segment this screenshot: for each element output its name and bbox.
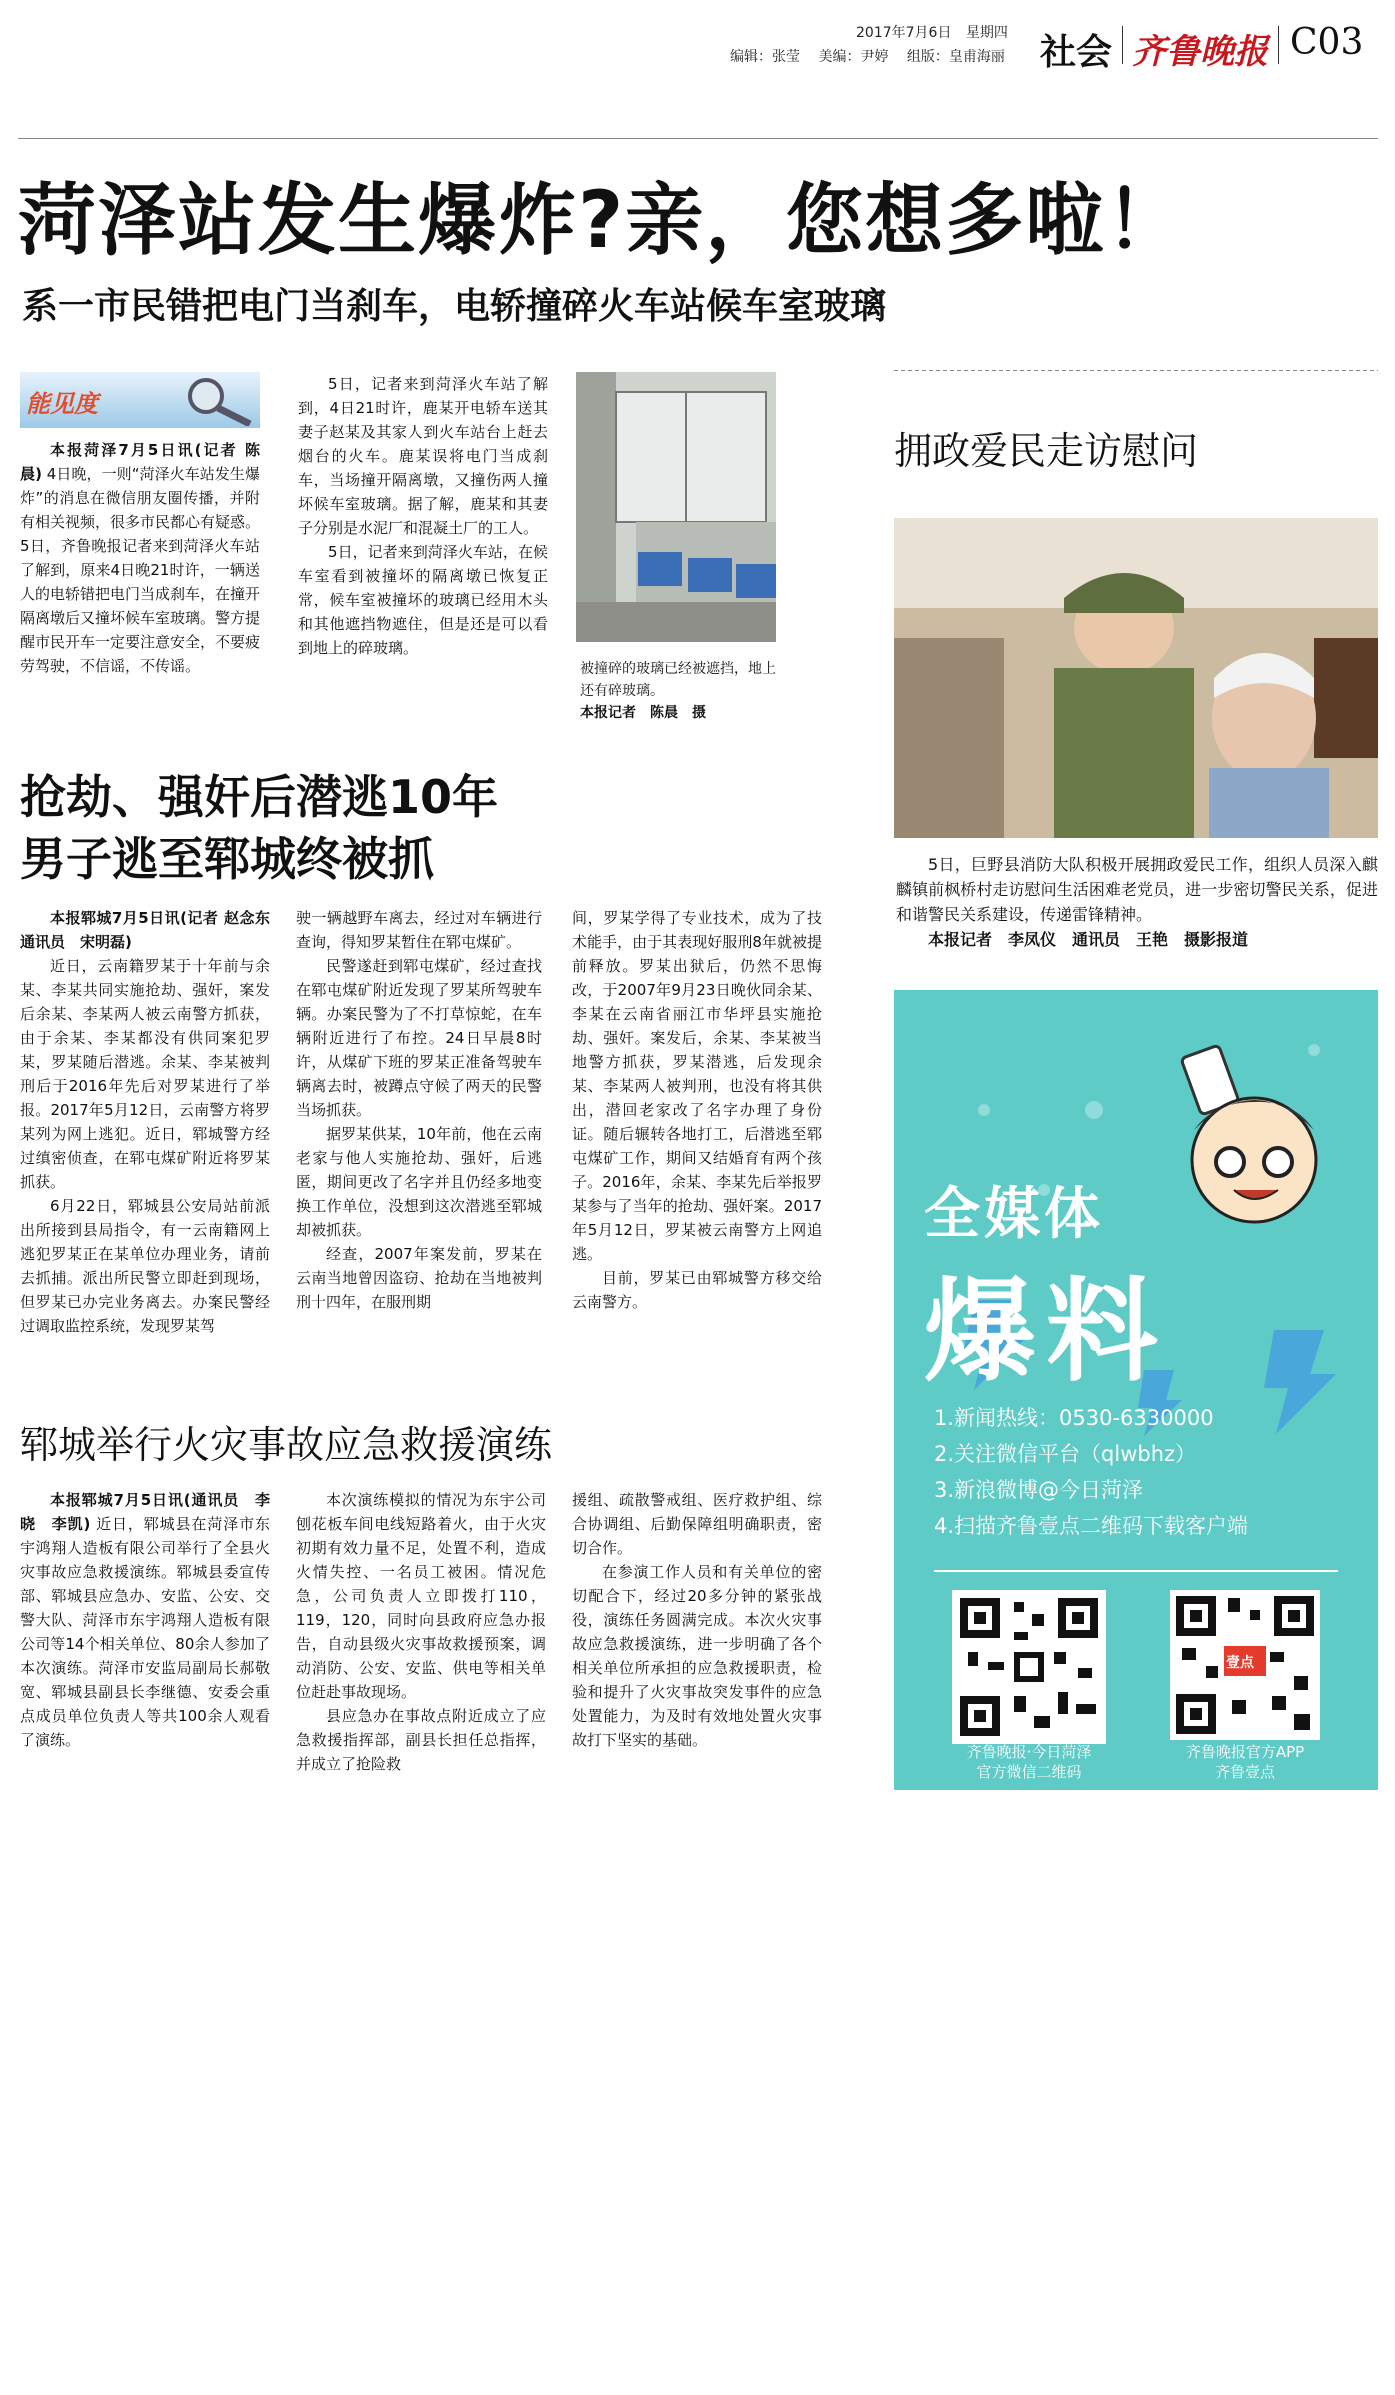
soldier-and-elder-illustration bbox=[894, 518, 1378, 838]
right-caption: 5日，巨野县消防大队积极开展拥政爱民工作，组织人员深入麒麟镇前枫桥村走访慰问生活困难老党员，进一步密切警民关系，促进和谐警民关系建设，传递雷锋精神。 bbox=[896, 855, 1378, 924]
byline: 本报郓城7月5日讯(通讯员 李晓 李凯) bbox=[20, 1491, 270, 1533]
byline: 本报菏泽7月5日讯(记者 陈晨) bbox=[20, 441, 260, 483]
tip-ad bbox=[894, 990, 1378, 1790]
qr1-caption bbox=[934, 1742, 1124, 1782]
paragraph: 县应急办在事故点附近成立了应急救援指挥部，副县长担任总指挥，并成立了抢险救 bbox=[296, 1707, 546, 1773]
story2-col-2 bbox=[296, 906, 542, 1314]
paragraph: 经查，2007年案发前，罗某在云南当地曾因盗窃、抢劫在当地被判刑十四年，在服刑期 bbox=[296, 1245, 542, 1311]
ad-line: 2.关注微信平台（qlwbhz） bbox=[934, 1442, 1197, 1466]
magnifier-icon bbox=[170, 374, 256, 426]
story2-col-1 bbox=[20, 906, 286, 1338]
right-rule bbox=[894, 370, 1378, 371]
paragraph: 5日，记者来到菏泽火车站了解到，4日21时许，鹿某开电轿车送其妻子赵某及其家人到火车站台上赶去烟台的火车。鹿某误将电门当成刹车，当场撞开隔离墩，又撞伤两人撞坏候车室玻璃。据了解，鹿某和其妻子分别是水泥厂和混凝土厂的工人。 bbox=[298, 375, 548, 537]
paragraph: 近日，云南籍罗某于十年前与余某、李某共同实施抢劫、强奸，案发后余某、李某两人被云南警方抓获，由于余某、李某都没有供同案犯罗某，罗某随后潜逃。余某、李某被判刑后于2016年先后对罗某进行了举报。2017年5月12日，云南警方将罗某列为网上逃犯。近日，郓城警方经过缜密侦查，在郓屯煤矿附近将罗某抓获。 bbox=[20, 957, 270, 1191]
waiting-room-illustration bbox=[576, 372, 776, 642]
header-rule bbox=[18, 138, 1378, 139]
main-col-2 bbox=[298, 372, 548, 660]
paragraph: 在参演工作人员和有关单位的密切配合下，经过20多分钟的紧张战役，演练任务圆满完成。本次火灾事故应急救援演练，进一步明确了各个相关单位所承担的应急救援职责，检验和提升了火灾事故突发事件的应急处置能力，为及时有效地处置火灾事故打下坚实的基础。 bbox=[572, 1563, 822, 1749]
station-photo bbox=[576, 372, 776, 642]
story2-col-3 bbox=[572, 906, 822, 1314]
paragraph: 6月22日，郓城县公安局站前派出所接到县局指令，有一云南籍网上逃犯罗某正在某单位办理业务，请前去抓捕。派出所民警立即赶到现场，但罗某已办完业务离去。办案民警经过调取监控系统，发现罗某驾 bbox=[20, 1197, 270, 1335]
story2-headline-line2: 男子逃至郓城终被抓 bbox=[20, 832, 434, 886]
art-editor: 美编：尹婷 bbox=[818, 49, 889, 65]
ad-title-1: 全媒体 bbox=[924, 1182, 1104, 1247]
photo-caption-block bbox=[580, 658, 780, 724]
ad-line: 4.扫描齐鲁壹点二维码下载客户端 bbox=[934, 1514, 1249, 1538]
story3-col-2 bbox=[296, 1488, 546, 1776]
editor: 编辑：张莹 bbox=[730, 49, 800, 65]
story3-headline: 郓城举行火灾事故应急救援演练 bbox=[20, 1423, 553, 1467]
byline: 本报郓城7月5日讯(记者 赵念东 通讯员 宋明磊) bbox=[20, 909, 286, 951]
main-col-1 bbox=[20, 438, 260, 678]
paragraph: 民警遂赶到郓屯煤矿，经过查找在郓屯煤矿附近发现了罗某所驾驶车辆。办案民警为了不打草惊蛇，在车辆附近进行了布控。24日早晨8时许，从煤矿下班的罗某正准备驾驶车辆离去时，被蹲点守候了两天的民警当场抓获。 bbox=[296, 957, 542, 1119]
qr-icon bbox=[954, 1592, 1104, 1742]
qr2-caption-line2: 齐鲁壹点 bbox=[1214, 1763, 1275, 1781]
paragraph: 驶一辆越野车离去，经过对车辆进行查询，得知罗某暂住在郓屯煤矿。 bbox=[296, 909, 542, 951]
paragraph: 据罗某供某，10年前，他在云南老家与他人实施抢劫、强奸，后逃匿，期间更改了名字并且仍经多地变换工作单位，没想到这次潜逃至郓城却被抓获。 bbox=[296, 1125, 542, 1239]
right-caption-block bbox=[896, 852, 1378, 952]
qr2-logo: 壹点 bbox=[1226, 1655, 1254, 1671]
photo-credit: 本报记者 陈晨 摄 bbox=[580, 705, 706, 721]
ad-line: 3.新浪微博@今日菏泽 bbox=[934, 1478, 1144, 1502]
date: 2017年7月6日 bbox=[856, 25, 952, 41]
story3-col-3 bbox=[572, 1488, 822, 1752]
paragraph: 5日，记者来到菏泽火车站，在候车室看到被撞坏的隔离墩已恢复正常，候车室被撞坏的玻璃已经用木头和其他遮挡物遮住，但是还是可以看到地上的碎玻璃。 bbox=[298, 543, 548, 657]
paragraph: 间，罗某学得了专业技术，成为了技术能手，由于其表现好服刑8年就被提前释放。罗某出狱后，仍然不思悔改，于2007年9月23日晚伙同余某、李某在云南省丽江市华坪县实施抢劫、强奸。案发后，余某、李某被当地警方抓获，罗某潜逃，后发现余某、李某两人被判刑，也没有将其供出，潜回老家改了名字办理了身份证。随后辗转各地打工，后潜逃至郓屯煤矿工作，期间又结婚育有两个孩子。2016年，余某、李某先后举报罗某参与了当年的抢劫、强奸案。2017年5月12日，罗某被云南警方上网追逃。 bbox=[572, 909, 822, 1263]
ad-lines bbox=[934, 1400, 1248, 1544]
header-date bbox=[856, 22, 1008, 42]
ad-divider bbox=[934, 1570, 1338, 1572]
header-staff bbox=[730, 46, 1005, 66]
visit-photo bbox=[894, 518, 1378, 838]
right-headline: 拥政爱民走访慰问 bbox=[894, 429, 1199, 473]
right-credit: 本报记者 李凤仪 通讯员 王艳 摄影报道 bbox=[928, 930, 1249, 949]
paragraph: 本次演练模拟的情况为东宇公司刨花板车间电线短路着火，由于火灾初期有效力量不足，处置不利，造成火情失控、一名员工被困。情况危急，公司负责人立即拨打110，119，120，同时向县政府应急办报告，自动县级火灾事故救援预案，调动消防、公安、安监、供电等相关单位赶赴事故现场。 bbox=[296, 1491, 546, 1701]
section-name: 社会 bbox=[1040, 32, 1113, 73]
page-number: C03 bbox=[1290, 22, 1364, 63]
paper-logo: 齐鲁晚报 bbox=[1132, 32, 1268, 72]
ad-line: 1.新闻热线：0530-6330000 bbox=[934, 1406, 1214, 1430]
weekday: 星期四 bbox=[965, 25, 1008, 41]
qr1-caption-line1: 齐鲁晚报·今日菏泽 bbox=[966, 1743, 1092, 1761]
photo-caption: 被撞碎的玻璃已经被遮挡，地上还有碎玻璃。 bbox=[580, 661, 776, 699]
badge-nengjiandu bbox=[20, 372, 260, 428]
badge-label: 能见度 bbox=[26, 390, 98, 418]
layout-editor: 组版：皇甫海丽 bbox=[906, 49, 1005, 65]
ad-title-2: 爆料 bbox=[924, 1267, 1168, 1397]
paragraph: 援组、疏散警戒组、医疗救护组、综合协调组、后勤保障组明确职责，密切合作。 bbox=[572, 1491, 822, 1557]
qr2-caption bbox=[1150, 1742, 1340, 1782]
story2-headline-line1: 抢劫、强奸后潜逃10年 bbox=[20, 770, 499, 824]
qr-code-wechat[interactable] bbox=[952, 1590, 1106, 1744]
qr-code-app[interactable] bbox=[1170, 1590, 1320, 1740]
paragraph: 目前，罗某已由郓城警方移交给云南警方。 bbox=[572, 1269, 822, 1311]
main-subhead: 系一市民错把电门当刹车，电轿撞碎火车站候车室玻璃 bbox=[22, 286, 887, 327]
story2-headline bbox=[20, 766, 498, 890]
story3-col-1 bbox=[20, 1488, 270, 1752]
qr1-caption-line2: 官方微信二维码 bbox=[976, 1763, 1082, 1781]
text: 近日，郓城县在菏泽市东宇鸿翔人造板有限公司举行了全县火灾事故应急救援演练。郓城县委宣传部、郓城县应急办、安监、公安、交警大队、菏泽市东宇鸿翔人造板有限公司等14个相关单位、80余人参加了本次演练。菏泽市安监局副局长郝敬宽、郓城县副县长李继德、安委会重点成员单位负责人等共100余人观看了演练。 bbox=[20, 1515, 270, 1749]
text: 4日晚，一则“菏泽火车站发生爆炸”的消息在微信朋友圈传播，并附有相关视频，很多市民都心有疑惑。5日，齐鲁晚报记者来到菏泽火车站了解到，原来4日晚21时许，一辆送人的电轿错把电门当成刹车，在撞开隔离墩后又撞坏候车室玻璃。警方提醒市民开车一定要注意安全，不要疲劳驾驶，不信谣，不传谣。 bbox=[20, 465, 261, 675]
main-headline: 菏泽站发生爆炸?亲，您想多啦！ bbox=[18, 176, 1186, 266]
qr2-caption-line1: 齐鲁晚报官方APP bbox=[1185, 1743, 1305, 1761]
